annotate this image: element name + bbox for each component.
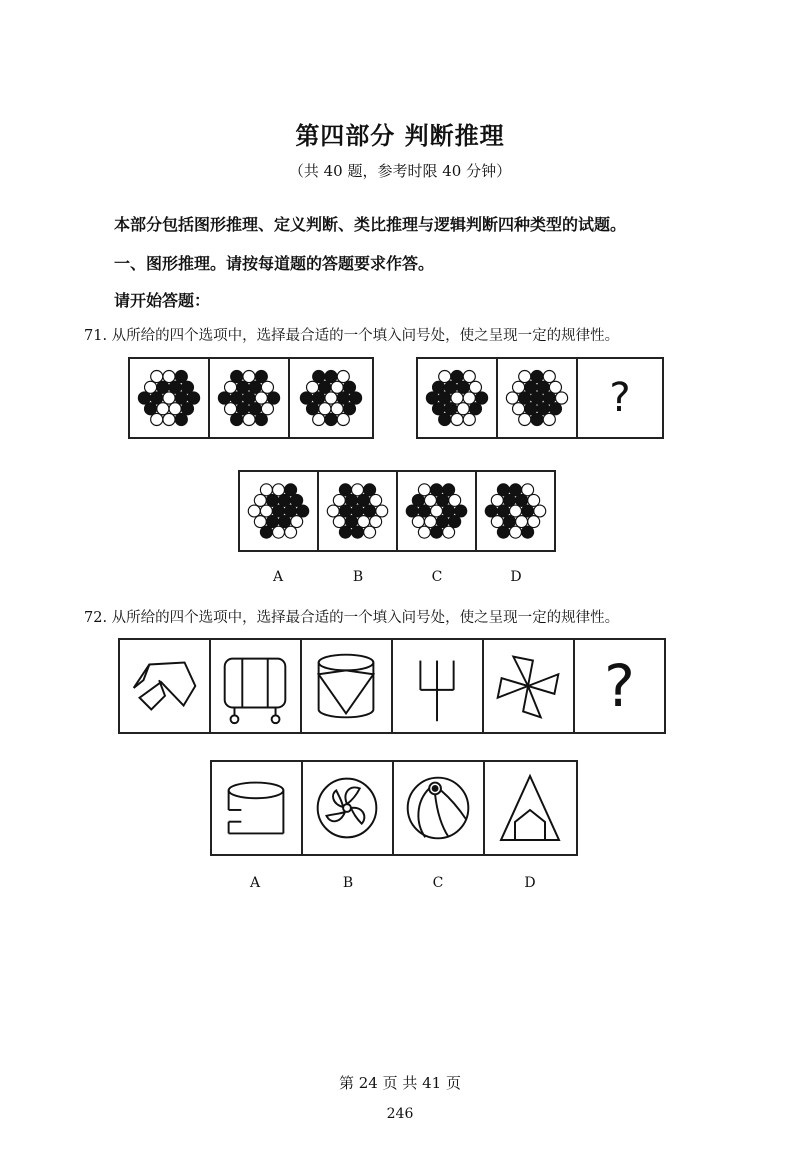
empty-circle xyxy=(463,371,475,383)
empty-circle xyxy=(412,516,424,528)
filled-circle xyxy=(437,494,449,506)
q71-sequence-group-1 xyxy=(128,357,374,439)
filled-circle xyxy=(339,484,351,496)
empty-circle xyxy=(528,516,540,528)
filled-circle xyxy=(352,526,364,538)
filled-circle xyxy=(291,494,303,506)
empty-circle xyxy=(325,392,337,404)
filled-circle xyxy=(249,403,261,415)
empty-circle xyxy=(291,516,303,528)
empty-circle xyxy=(151,413,163,425)
filled-circle xyxy=(519,392,531,404)
q72-option-b-figure[interactable] xyxy=(303,762,394,854)
filled-circle xyxy=(510,484,522,496)
filled-circle xyxy=(266,516,278,528)
filled-circle xyxy=(319,381,331,393)
empty-circle xyxy=(513,403,525,415)
filled-circle xyxy=(273,505,285,517)
filled-circle xyxy=(339,505,351,517)
q72-option-c-label: C xyxy=(432,875,444,891)
filled-circle xyxy=(485,505,497,517)
empty-circle xyxy=(273,526,285,538)
filled-circle xyxy=(451,371,463,383)
q71-figure-5 xyxy=(498,359,578,437)
empty-circle xyxy=(248,505,260,517)
filled-circle xyxy=(503,494,515,506)
empty-circle xyxy=(243,413,255,425)
filled-circle xyxy=(431,484,443,496)
empty-circle xyxy=(370,494,382,506)
filled-circle xyxy=(439,413,451,425)
q71-figure-1 xyxy=(130,359,210,437)
q71-option-d-label: D xyxy=(510,569,522,585)
filled-circle xyxy=(525,381,537,393)
empty-circle xyxy=(516,516,528,528)
filled-circle xyxy=(237,403,249,415)
q71-option-c-figure[interactable] xyxy=(398,472,477,550)
empty-circle xyxy=(449,494,461,506)
filled-circle xyxy=(531,392,543,404)
empty-circle xyxy=(307,381,319,393)
filled-circle xyxy=(307,403,319,415)
filled-circle xyxy=(352,505,364,517)
filled-circle xyxy=(145,403,157,415)
filled-circle xyxy=(218,392,230,404)
q72-option-a-label: A xyxy=(249,875,261,891)
q71-figure-2 xyxy=(210,359,290,437)
empty-circle xyxy=(337,371,349,383)
filled-circle xyxy=(525,403,537,415)
q71-option-a-label: A xyxy=(272,569,284,585)
empty-circle xyxy=(418,526,430,538)
filled-circle xyxy=(300,392,312,404)
empty-circle xyxy=(431,505,443,517)
empty-circle xyxy=(491,516,503,528)
q71-missing-figure xyxy=(578,359,662,437)
filled-circle xyxy=(313,392,325,404)
empty-circle xyxy=(254,516,266,528)
filled-circle xyxy=(255,413,267,425)
q72-option-a-figure[interactable] xyxy=(212,762,303,854)
empty-circle xyxy=(451,413,463,425)
filled-circle xyxy=(418,505,430,517)
filled-circle xyxy=(516,494,528,506)
filled-circle xyxy=(445,381,457,393)
empty-circle xyxy=(254,494,266,506)
filled-circle xyxy=(243,392,255,404)
q72-option-d-figure[interactable] xyxy=(485,762,576,854)
intro-line-1: 本部分包括图形推理、定义判断、类比推理与逻辑判断四种类型的试题。 xyxy=(114,215,627,234)
empty-circle xyxy=(543,413,555,425)
filled-circle xyxy=(175,392,187,404)
filled-circle xyxy=(297,505,309,517)
empty-circle xyxy=(463,413,475,425)
empty-circle xyxy=(543,371,555,383)
filled-circle xyxy=(433,403,445,415)
empty-circle xyxy=(439,371,451,383)
filled-circle xyxy=(543,392,555,404)
empty-circle xyxy=(261,381,273,393)
empty-circle xyxy=(549,381,561,393)
filled-circle xyxy=(537,403,549,415)
filled-circle xyxy=(231,413,243,425)
filled-circle xyxy=(531,413,543,425)
intro-line-3: 请开始答题： xyxy=(114,291,211,310)
empty-circle xyxy=(331,403,343,415)
filled-circle xyxy=(469,403,481,415)
empty-circle xyxy=(457,403,469,415)
filled-circle xyxy=(157,381,169,393)
empty-circle xyxy=(225,381,237,393)
filled-circle xyxy=(412,494,424,506)
empty-circle xyxy=(534,505,546,517)
empty-circle xyxy=(327,505,339,517)
empty-circle xyxy=(225,403,237,415)
filled-circle xyxy=(497,526,509,538)
filled-circle xyxy=(449,516,461,528)
filled-circle xyxy=(549,403,561,415)
filled-circle xyxy=(443,505,455,517)
q71-option-b-figure[interactable] xyxy=(319,472,398,550)
filled-circle xyxy=(455,505,467,517)
empty-circle xyxy=(313,413,325,425)
empty-circle xyxy=(491,494,503,506)
filled-circle xyxy=(343,403,355,415)
empty-circle xyxy=(522,484,534,496)
filled-circle xyxy=(266,494,278,506)
empty-circle xyxy=(506,392,518,404)
filled-circle xyxy=(345,516,357,528)
filled-circle xyxy=(433,381,445,393)
filled-circle xyxy=(406,505,418,517)
filled-circle xyxy=(445,403,457,415)
question-71-text: 71. 从所给的四个选项中，选择最合适的一个填入问号处，使之呈现一定的规律性。 xyxy=(84,328,620,344)
empty-circle xyxy=(510,505,522,517)
filled-circle xyxy=(364,484,376,496)
filled-circle xyxy=(285,505,297,517)
filled-circle xyxy=(260,526,272,538)
empty-circle xyxy=(163,392,175,404)
filled-circle xyxy=(337,392,349,404)
filled-circle xyxy=(169,381,181,393)
filled-circle xyxy=(476,392,488,404)
q71-sequence-group-2 xyxy=(416,357,664,439)
empty-circle xyxy=(358,516,370,528)
question-72-text: 72. 从所给的四个选项中，选择最合适的一个填入问号处，使之呈现一定的规律性。 xyxy=(84,610,620,626)
empty-circle xyxy=(510,526,522,538)
empty-circle xyxy=(145,381,157,393)
empty-circle xyxy=(331,381,343,393)
q72-question-mark: ? xyxy=(604,652,635,720)
filled-circle xyxy=(358,494,370,506)
filled-circle xyxy=(497,484,509,496)
filled-circle xyxy=(503,516,515,528)
empty-circle xyxy=(319,403,331,415)
empty-circle xyxy=(463,392,475,404)
empty-circle xyxy=(333,494,345,506)
q72-figure-1-folded-shape xyxy=(120,640,211,732)
filled-circle xyxy=(350,392,362,404)
q71-question-mark: ? xyxy=(609,375,631,421)
filled-circle xyxy=(279,494,291,506)
filled-circle xyxy=(457,381,469,393)
q71-figure-4 xyxy=(418,359,498,437)
filled-circle xyxy=(255,371,267,383)
page-number: 246 xyxy=(386,1106,414,1122)
intro-line-2: 一、图形推理。请按每道题的答题要求作答。 xyxy=(114,254,435,273)
empty-circle xyxy=(255,392,267,404)
filled-circle xyxy=(531,371,543,383)
filled-circle xyxy=(537,381,549,393)
filled-circle xyxy=(231,371,243,383)
filled-circle xyxy=(151,392,163,404)
q72-missing-figure xyxy=(575,640,664,732)
filled-circle xyxy=(522,505,534,517)
q71-option-c-label: C xyxy=(431,569,443,585)
empty-circle xyxy=(443,526,455,538)
filled-circle xyxy=(364,505,376,517)
empty-circle xyxy=(376,505,388,517)
q71-option-d-figure[interactable] xyxy=(477,472,554,550)
filled-circle xyxy=(443,484,455,496)
empty-circle xyxy=(163,371,175,383)
filled-circle xyxy=(268,392,280,404)
filled-circle xyxy=(426,392,438,404)
filled-circle xyxy=(339,526,351,538)
empty-circle xyxy=(273,484,285,496)
filled-circle xyxy=(231,392,243,404)
empty-circle xyxy=(519,413,531,425)
filled-circle xyxy=(279,516,291,528)
empty-circle xyxy=(451,392,463,404)
section-subtitle: （共 40 题，参考时限 40 分钟） xyxy=(288,162,512,180)
filled-circle xyxy=(188,392,200,404)
filled-circle xyxy=(325,413,337,425)
q72-options xyxy=(210,760,578,856)
filled-circle xyxy=(345,494,357,506)
empty-circle xyxy=(261,403,273,415)
empty-circle xyxy=(260,505,272,517)
filled-circle xyxy=(249,381,261,393)
filled-circle xyxy=(181,381,193,393)
q71-figure-3 xyxy=(290,359,372,437)
empty-circle xyxy=(528,494,540,506)
filled-circle xyxy=(181,403,193,415)
empty-circle xyxy=(352,484,364,496)
empty-circle xyxy=(519,371,531,383)
empty-circle xyxy=(364,526,376,538)
empty-circle xyxy=(333,516,345,528)
filled-circle xyxy=(237,381,249,393)
empty-circle xyxy=(424,494,436,506)
filled-circle xyxy=(437,516,449,528)
empty-circle xyxy=(151,371,163,383)
empty-circle xyxy=(163,413,175,425)
filled-circle xyxy=(497,505,509,517)
empty-circle xyxy=(157,403,169,415)
q72-option-b-label: B xyxy=(342,875,354,891)
filled-circle xyxy=(522,526,534,538)
section-title: 第四部分 判断推理 xyxy=(295,122,505,150)
empty-circle xyxy=(469,381,481,393)
q71-option-b-label: B xyxy=(352,569,364,585)
q71-options xyxy=(238,470,556,552)
empty-circle xyxy=(337,413,349,425)
filled-circle xyxy=(325,371,337,383)
filled-circle xyxy=(313,371,325,383)
empty-circle xyxy=(424,516,436,528)
q72-figure-3-cylinder xyxy=(302,640,393,732)
q72-figure-4-trident xyxy=(393,640,484,732)
q72-sequence xyxy=(118,638,666,734)
empty-circle xyxy=(260,484,272,496)
q71-option-a-figure[interactable] xyxy=(240,472,319,550)
filled-circle xyxy=(138,392,150,404)
empty-circle xyxy=(370,516,382,528)
empty-circle xyxy=(556,392,568,404)
filled-circle xyxy=(431,526,443,538)
empty-circle xyxy=(285,526,297,538)
q72-option-c-figure[interactable] xyxy=(394,762,485,854)
empty-circle xyxy=(243,371,255,383)
filled-circle xyxy=(175,413,187,425)
filled-circle xyxy=(343,381,355,393)
page-info: 第 24 页 共 41 页 xyxy=(338,1074,461,1092)
filled-circle xyxy=(439,392,451,404)
q72-option-d-label: D xyxy=(524,875,536,891)
q72-figure-5-pinwheel xyxy=(484,640,575,732)
empty-circle xyxy=(169,403,181,415)
filled-circle xyxy=(175,371,187,383)
filled-circle xyxy=(285,484,297,496)
empty-circle xyxy=(418,484,430,496)
q72-figure-2-cart xyxy=(211,640,302,732)
empty-circle xyxy=(513,381,525,393)
